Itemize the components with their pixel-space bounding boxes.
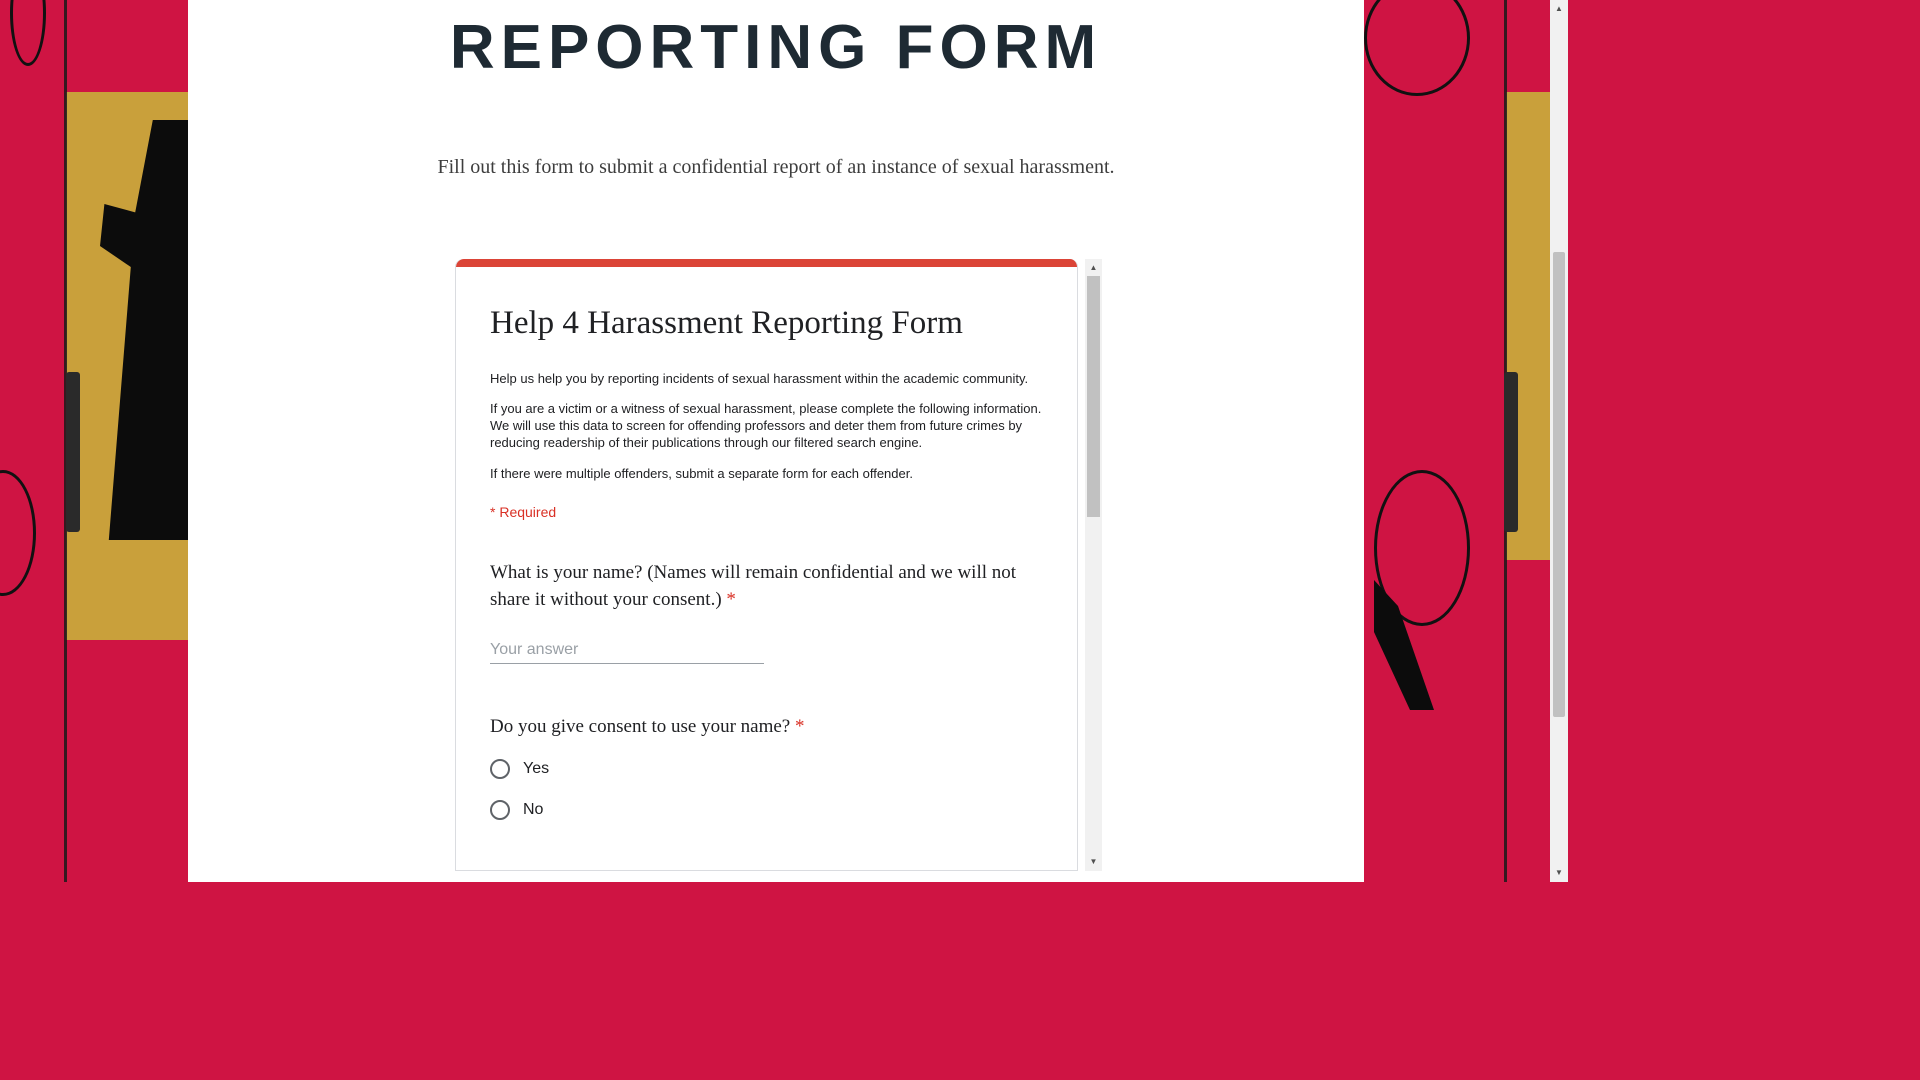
form-accent-bar [456, 259, 1078, 267]
form-card [455, 259, 1078, 871]
scroll-up-arrow-icon[interactable]: ▲ [1089, 263, 1098, 272]
name-answer-input[interactable] [490, 637, 764, 664]
form-scrollbar[interactable] [1085, 259, 1102, 871]
radio-option-no[interactable] [490, 798, 543, 822]
radio-circle-icon[interactable] [490, 800, 510, 820]
question-name-label [490, 559, 1050, 613]
radio-circle-icon[interactable] [490, 759, 510, 779]
radio-option-yes[interactable] [490, 757, 549, 781]
scroll-down-arrow-icon[interactable]: ▼ [1555, 868, 1563, 877]
left-background-art [0, 0, 188, 882]
question-consent-label [490, 713, 1050, 740]
page-scrollbar[interactable] [1550, 0, 1568, 882]
required-star: * [794, 716, 805, 737]
required-star: * [726, 589, 736, 610]
next-question-partial [490, 859, 790, 871]
radio-label-no: No [523, 801, 544, 818]
form-description-2: If you are a victim or a witness of sexual harassment, please complete the following information. We will use this data to screen for offending professors and deter them from future crimes by reducing readership of their publications through our filtered search engine. [490, 401, 1042, 450]
scroll-down-arrow-icon[interactable]: ▼ [1089, 857, 1098, 866]
page-scrollbar-thumb[interactable] [1553, 252, 1565, 717]
radio-label-yes: Yes [523, 760, 550, 777]
form-scrollbar-thumb[interactable] [1087, 276, 1100, 517]
form-description-1: Help us help you by reporting incidents of sexual harassment within the academic community. [490, 371, 1029, 386]
question-name-text: What is your name? (Names will remain confidential and we will not share it without your consent.) [490, 562, 1017, 610]
page-intro-text: Fill out this form to submit a confidential report of an instance of sexual harassment. [437, 156, 1115, 178]
form-title: Help 4 Harassment Reporting Form [490, 305, 963, 341]
question-consent-text: Do you give consent to use your name? [490, 716, 791, 737]
page-title: REPORTING FORM [449, 13, 1103, 82]
embedded-form-frame[interactable] [455, 259, 1102, 871]
required-note: * Required [490, 504, 557, 520]
form-description-3: If there were multiple offenders, submit a separate form for each offender. [490, 466, 913, 481]
right-background-art [1364, 0, 1550, 882]
scroll-up-arrow-icon[interactable]: ▲ [1555, 4, 1563, 13]
